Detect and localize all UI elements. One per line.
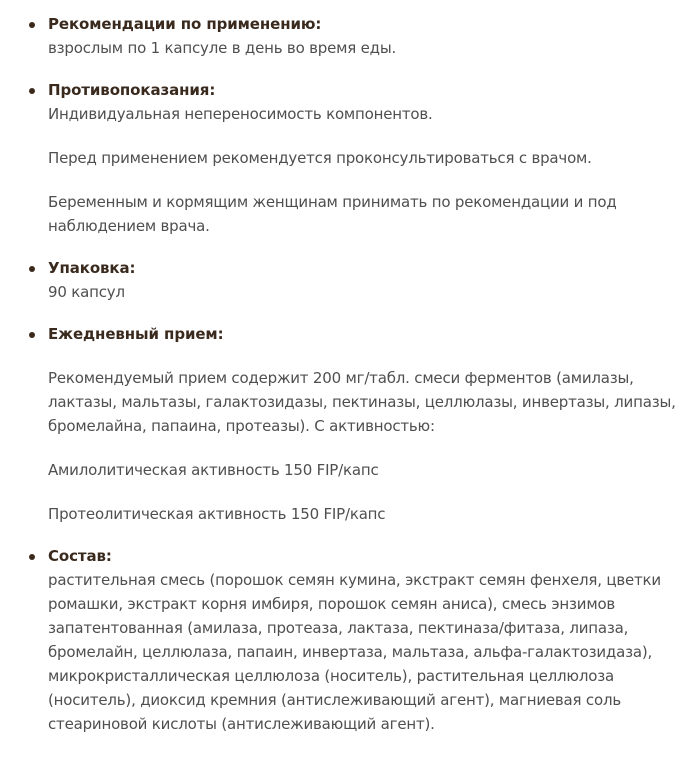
section-label-usage: Рекомендации по применению: [48,15,322,33]
composition-text: растительная смесь (порошок семян кумина, экстракт семян фенхеля, цветки ромашки, экстракт корня имбиря, порошок семян аниса), смесь энзимов запатентованная (амилаза, протеаза, лактаза, пектиназа/фитаза, липаза, бромелайн, целлюлаза, папаин, инвертаза, мальтаза, альфа-галактозидаза), микрокристаллическая целлюлоза (носитель), растительная целлюлоза (носитель), диоксид кремния (антислеживающий агент), магниевая соль стеариновой кислоты (антислеживающий агент). [48,571,661,733]
contraindications-text-3: Беременным и кормящим женщинам принимать по рекомендации и под наблюдением врача. [48,193,617,235]
list-item-daily-intake [0,322,696,526]
bullet-icon [29,88,35,94]
contraindications-text-2: Перед применением рекомендуется проконсультироваться с врачом. [48,149,592,167]
contraindications-text-1: Индивидуальная непереносимость компонентов. [48,105,433,123]
section-label-composition: Состав: [48,547,112,565]
daily-intake-text-1: Рекомендуемый прием содержит 200 мг/табл. смеси ферментов (амилазы, лактазы, мальтазы, галактозидазы, пектиназы, целлюлазы, инвертазы, липазы, бромелайна, папаина, протеазы). С активностью: [48,369,676,435]
packaging-text: 90 капсул [48,283,125,301]
product-info-list [0,12,696,754]
daily-intake-text-2: Амилолитическая активность 150 FIP/капс [48,461,379,479]
list-item-packaging [0,256,696,304]
bullet-icon [29,554,35,560]
section-label-packaging: Упаковка: [48,259,136,277]
daily-intake-text-3: Протеолитическая активность 150 FIP/капс [48,505,386,523]
list-item-composition [0,544,696,736]
section-label-daily-intake: Ежедневный прием: [48,325,224,343]
list-item-usage [0,12,696,60]
section-label-contraindications: Противопоказания: [48,81,216,99]
usage-text: взрослым по 1 капсуле в день во время еды. [48,39,397,57]
bullet-icon [29,266,35,272]
list-item-contraindications [0,78,696,238]
bullet-icon [29,22,35,28]
bullet-icon [29,332,35,338]
